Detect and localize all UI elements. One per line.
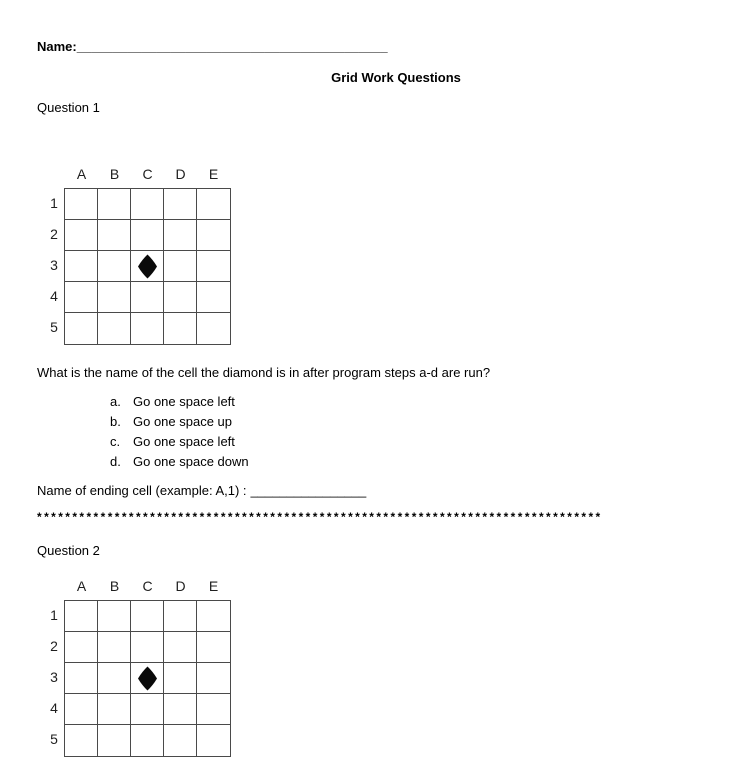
grid-row-label-3: 3	[50, 669, 58, 685]
grid-column-header-C: C	[142, 166, 153, 182]
grid-cell-A3	[65, 663, 98, 694]
grid-row-label-5: 5	[50, 731, 58, 747]
grid-cell-E4	[197, 694, 230, 725]
page-title: Grid Work Questions	[331, 70, 461, 85]
answer-blank-line: ________________	[250, 483, 367, 498]
grid-cell-B1	[98, 601, 131, 632]
grid-row-labels	[44, 188, 64, 345]
grid-column-header-A: A	[76, 166, 87, 182]
grid-column-header-E: E	[208, 578, 219, 594]
grid-cell-E2	[197, 220, 230, 251]
grid-cell-A3	[65, 251, 98, 282]
step-item-c	[110, 435, 249, 448]
grid-cell-C5	[131, 725, 164, 756]
asterisk-divider: ********************************************************************************	[37, 510, 603, 524]
grid-cell-C2	[131, 220, 164, 251]
grid-cell-A1	[65, 189, 98, 220]
answer-label: Name of ending cell (example: A,1) :	[37, 483, 247, 498]
grid-cell-C3	[131, 251, 164, 282]
question2-grid	[44, 579, 244, 757]
step-text: Go one space left	[133, 434, 235, 449]
grid-column-header-E: E	[208, 166, 219, 182]
grid-cell-B2	[98, 632, 131, 663]
grid-cell-C1	[131, 601, 164, 632]
step-letter: d.	[110, 454, 121, 469]
step-item-b	[110, 415, 249, 428]
grid-row-label-4: 4	[50, 288, 58, 304]
grid-cell-D1	[164, 189, 197, 220]
grid-cell-C2	[131, 632, 164, 663]
grid-row-label-2: 2	[50, 226, 58, 242]
grid-corner-spacer	[44, 579, 65, 600]
grid-row-label-1: 1	[50, 607, 58, 623]
grid-column-headers	[44, 579, 244, 600]
grid-cell-D1	[164, 601, 197, 632]
grid-row-labels	[44, 600, 64, 757]
grid-cell-B5	[98, 313, 131, 344]
grid-cell-D3	[164, 251, 197, 282]
grid-cell-A2	[65, 632, 98, 663]
grid-cell-C1	[131, 189, 164, 220]
step-text: Go one space down	[133, 454, 249, 469]
grid-cell-D2	[164, 220, 197, 251]
grid-cell-E5	[197, 313, 230, 344]
grid-cell-E5	[197, 725, 230, 756]
diamond-icon	[135, 252, 160, 281]
grid-cell-A4	[65, 694, 98, 725]
grid-cell-B4	[98, 282, 131, 313]
grid-cell-A5	[65, 313, 98, 344]
step-letter: b.	[110, 414, 121, 429]
question1-grid	[44, 167, 244, 345]
grid-cell-C5	[131, 313, 164, 344]
grid-cell-A2	[65, 220, 98, 251]
grid-column-header-D: D	[175, 578, 186, 594]
grid-row-label-4: 4	[50, 700, 58, 716]
grid-cell-C4	[131, 694, 164, 725]
step-item-d	[110, 455, 249, 468]
diamond-icon	[135, 664, 160, 693]
grid-cell-D5	[164, 313, 197, 344]
grid-column-header-C: C	[142, 578, 153, 594]
grid-cell-D4	[164, 282, 197, 313]
grid-cell-A1	[65, 601, 98, 632]
grid-column-header-B: B	[109, 578, 120, 594]
grid-cell-B4	[98, 694, 131, 725]
step-letter: a.	[110, 394, 121, 409]
grid-cell-B3	[98, 663, 131, 694]
grid-cell-D3	[164, 663, 197, 694]
name-line	[37, 39, 388, 54]
grid-table	[64, 600, 231, 757]
grid-column-header-A: A	[76, 578, 87, 594]
grid-column-headers	[44, 167, 244, 188]
step-item-a	[110, 395, 249, 408]
answer-line	[37, 483, 366, 498]
grid-cell-E4	[197, 282, 230, 313]
grid-row-label-3: 3	[50, 257, 58, 273]
grid-cell-A5	[65, 725, 98, 756]
grid-cell-B2	[98, 220, 131, 251]
question2-label: Question 2	[37, 543, 100, 558]
grid-cell-B5	[98, 725, 131, 756]
grid-cell-E3	[197, 251, 230, 282]
grid-body	[44, 600, 244, 757]
grid-corner-spacer	[44, 167, 65, 188]
grid-cell-C4	[131, 282, 164, 313]
question1-prompt: What is the name of the cell the diamond is in after program steps a-d are run?	[37, 365, 491, 380]
grid-cell-E1	[197, 189, 230, 220]
name-blank-line: ___________________________________________	[76, 39, 388, 54]
name-label: Name:	[37, 39, 77, 54]
grid-table	[64, 188, 231, 345]
grid-cell-D4	[164, 694, 197, 725]
grid-cell-B1	[98, 189, 131, 220]
question1-label: Question 1	[37, 100, 100, 115]
grid-row-label-2: 2	[50, 638, 58, 654]
grid-cell-B3	[98, 251, 131, 282]
step-text: Go one space left	[133, 394, 235, 409]
grid-cell-D5	[164, 725, 197, 756]
grid-row-label-1: 1	[50, 195, 58, 211]
grid-body	[44, 188, 244, 345]
grid-cell-A4	[65, 282, 98, 313]
grid-cell-C3	[131, 663, 164, 694]
grid-cell-E2	[197, 632, 230, 663]
step-letter: c.	[110, 434, 121, 449]
grid-column-header-D: D	[175, 166, 186, 182]
step-text: Go one space up	[133, 414, 233, 429]
question1-steps	[110, 395, 249, 475]
grid-column-header-B: B	[109, 166, 120, 182]
grid-row-label-5: 5	[50, 319, 58, 335]
grid-cell-E1	[197, 601, 230, 632]
grid-cell-D2	[164, 632, 197, 663]
grid-cell-E3	[197, 663, 230, 694]
